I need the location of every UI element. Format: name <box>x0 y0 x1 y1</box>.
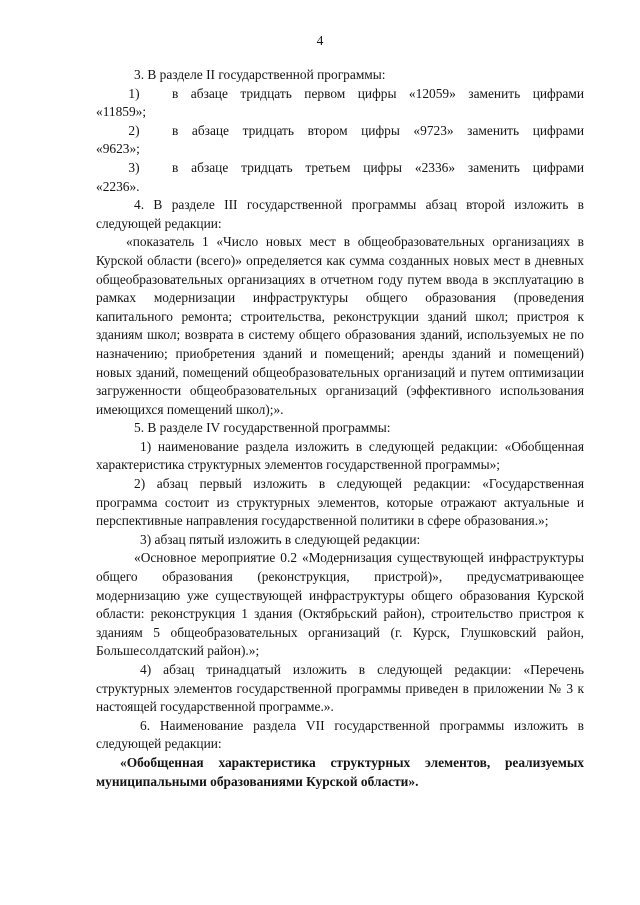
list-item-2-3 <box>96 159 584 178</box>
document-body <box>96 66 584 791</box>
paragraph-section-4-item-4: 4) абзац тринадцатый изложить в следующей редакции: «Перечень структурных элементов государственной программы приведен в приложении № 3 к настоящей государственной программе.». <box>96 662 584 715</box>
paragraph-section-4-item-2: 2) абзац первый изложить в следующей редакции: «Государственная программа состоит из структурных элементов, которые отражают актуальные и перспективные направления государственной политики в сфере образования.»; <box>96 476 584 529</box>
paragraph-section-4-heading: 5. В разделе IV государственной программы: <box>134 420 391 436</box>
list-item-text: в абзаце тридцать втором цифры «9723» заменить цифрами <box>172 122 584 138</box>
paragraph-section-2-heading: 3. В разделе II государственной программы: <box>134 67 386 82</box>
list-item-continuation: «2236». <box>96 178 140 194</box>
paragraph-new-section-title: «Обобщенная характеристика структурных элементов, реализуемых муниципальными образованиями Курской области». <box>96 754 584 789</box>
paragraph-main-activity: «Основное мероприятие 0.2 «Модернизация существующей инфраструктуры общего образования (реконструкция, пристрой)», предусматривающее модернизацию уже существующей инфраструктуры общего образования Курской области: реконструкция 1 здания (Октябрьский район), строительство пристроя к зданиям 5 общеобразовательных организаций (г. Курск, Глушковский район, Большесолдатский район).»; <box>96 550 584 659</box>
paragraph-section-4-item-1: 1) наименование раздела изложить в следующей редакции: «Обобщенная характеристика структурных элементов государственной программы»; <box>96 438 584 473</box>
page-number: 4 <box>316 33 324 48</box>
list-item-text: в абзаце тридцать первом цифры «12059» заменить цифрами <box>172 85 584 101</box>
list-item-continuation: «9623»; <box>96 141 140 157</box>
list-item-continuation: «11859»; <box>96 104 147 120</box>
list-item-number: 1) <box>128 85 140 101</box>
list-item-2-2 <box>96 122 584 141</box>
paragraph-indicator-definition: «показатель 1 «Число новых мест в общеобразовательных организациях в Курской области (всего)» определяется как сумма созданных новых мест в дневных общеобразовательных организациях в отчетном году путем ввода в эксплуатацию в рамках модернизации инфраструктуры общего образования (проведения капитального ремонта; строительства, реконструкции зданий школ; пристроя к зданиям школ; возврата в систему общего образования зданий, используемых не по назначению; приобретения зданий и помещений; аренды зданий и помещений) новых зданий, помещений общеобразовательных организаций и путем оптимизации загруженности общеобразовательных организаций (эффективного использования имеющихся помещений школ);». <box>96 234 584 417</box>
list-item-number: 3) <box>128 159 140 175</box>
paragraph-section-7: 6. Наименование раздела VII государственной программы изложить в следующей редакции: <box>96 717 584 752</box>
paragraph-section-4-item-3: 3) абзац пятый изложить в следующей редакции: <box>140 531 421 547</box>
paragraph-section-3: 4. В разделе III государственной программы абзац второй изложить в следующей редакции: <box>96 197 584 231</box>
list-item-number: 2) <box>128 122 140 138</box>
list-item-2-1 <box>96 85 584 104</box>
list-item-text: в абзаце тридцать третьем цифры «2336» заменить цифрами <box>172 159 584 175</box>
